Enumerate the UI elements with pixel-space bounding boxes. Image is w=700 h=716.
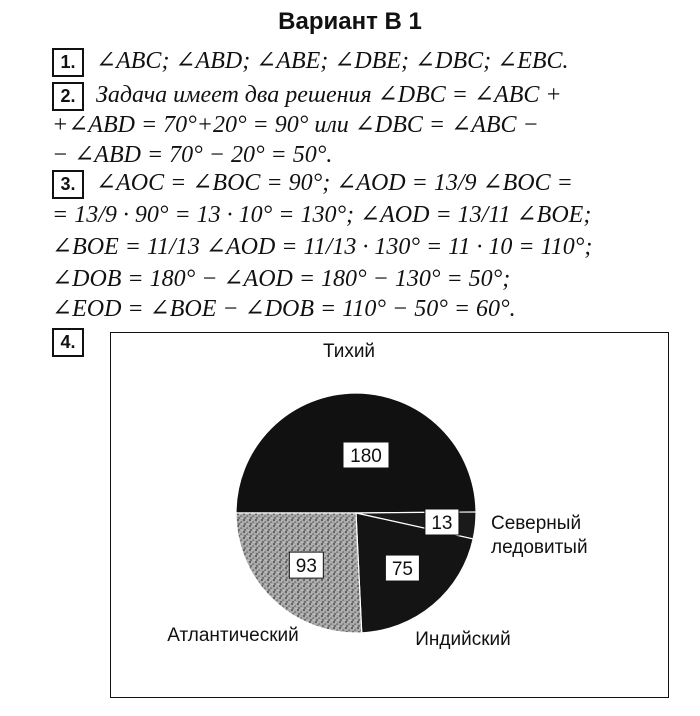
problem-line: ∠ABC; ∠ABD; ∠ABE; ∠DBE; ∠DBC; ∠EBC.	[96, 48, 569, 74]
category-label-atlantic: Атлантический	[167, 625, 299, 646]
problem-number: 4.	[52, 328, 84, 357]
problem-line: ∠EOD = ∠BOE − ∠DOB = 110° − 50° = 60°.	[52, 296, 516, 322]
problem-line: ∠AOC = ∠BOC = 90°; ∠AOD = 13/9 ∠BOC =	[96, 170, 573, 196]
problem-line: +∠ABD = 70°+20° = 90° или ∠DBC = ∠ABC −	[52, 112, 539, 138]
problem-number: 2.	[52, 82, 84, 111]
pie-value-label-indian	[385, 555, 419, 581]
problem-line: = 13/9 · 90° = 13 · 10° = 130°; ∠AOD = 13/11 ∠BOE;	[52, 202, 592, 228]
problem-number: 3.	[52, 170, 84, 199]
svg-text:93: 93	[295, 556, 317, 578]
pie-value-label-arctic	[425, 509, 459, 535]
pie-chart	[111, 333, 668, 697]
category-label-indian: Индийский	[415, 629, 511, 650]
chart-frame	[110, 332, 669, 698]
svg-text:180: 180	[350, 446, 382, 467]
pie-value-label-pacific	[343, 442, 389, 468]
svg-text:13: 13	[431, 513, 453, 535]
problem-line: Задача имеет два решения ∠DBC = ∠ABC +	[96, 82, 562, 108]
category-label-arctic: Северный	[491, 513, 582, 534]
page-title: Вариант В 1	[278, 8, 422, 35]
problem-line: ∠BOE = 11/13 ∠AOD = 11/13 · 130° = 11 · 10 = 110°;	[52, 234, 593, 260]
pie-value-label-atlantic	[289, 552, 323, 578]
category-label-pacific: Тихий	[322, 341, 376, 362]
problem-number: 1.	[52, 48, 84, 77]
category-label-arctic-line2: ледовитый	[491, 537, 588, 558]
problem-line: ∠DOB = 180° − ∠AOD = 180° − 130° = 50°;	[52, 266, 511, 292]
problem-line: − ∠ABD = 70° − 20° = 50°.	[52, 142, 333, 168]
svg-text:75: 75	[391, 559, 413, 581]
